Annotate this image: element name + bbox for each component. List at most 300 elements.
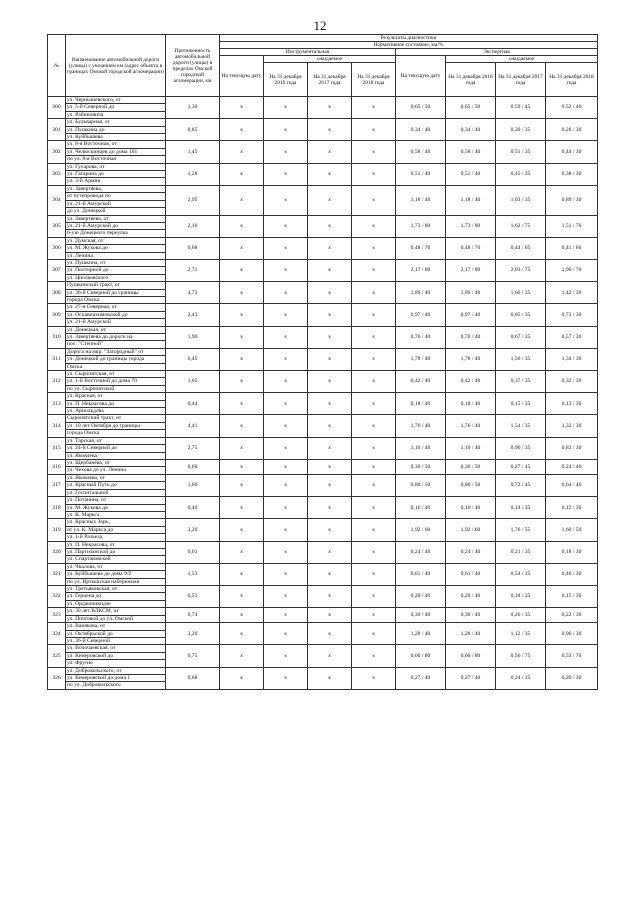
instrumental-value: x [352, 371, 396, 393]
instrumental-value: x [308, 163, 352, 185]
header-inst-current: На текущую дату [220, 56, 264, 97]
expert-value: 0,42 / 40 [446, 371, 496, 393]
expert-value: 0,34 / 40 [446, 119, 496, 141]
table-row [48, 415, 598, 437]
expert-value: 0,20 / 40 [396, 586, 446, 608]
road-name-line: до ул. Донецкой [67, 208, 106, 215]
road-name-line: ул. П. Некрасова до [66, 401, 165, 408]
row-number: 308 [48, 282, 66, 304]
road-name-line: по ул. Добровольского [67, 682, 121, 689]
road-name-line: ул. Чехова до ул. Ленина [67, 467, 126, 474]
expert-value: 1,89 / 40 [396, 282, 446, 304]
expert-value: 0,80 / 50 [396, 474, 446, 496]
instrumental-value: x [352, 163, 396, 185]
expert-value: 2,03 / 75 [496, 259, 546, 281]
header-length: Протяженность автомобильной дороги (улицы) в пределах Омской городской агломерации, км [166, 35, 220, 97]
instrumental-value: x [264, 519, 308, 541]
road-name-line: ул. Добровольского, от [66, 668, 165, 675]
road-name-line: ул. М. Жукова до [66, 245, 165, 252]
road-length: 3,20 [166, 623, 220, 645]
expert-value: 0,30 / 35 [496, 119, 546, 141]
table-row [48, 215, 598, 237]
table-row [48, 259, 598, 281]
road-name [66, 645, 166, 667]
page-number: 12 [313, 18, 327, 33]
road-length: 1,53 [166, 563, 220, 585]
header-inst-2016: На 31 декабря 2016 года [264, 63, 308, 97]
expert-value: 0,80 / 50 [446, 474, 496, 496]
road-name [66, 185, 166, 215]
instrumental-value: x [264, 563, 308, 585]
row-number: 304 [48, 185, 66, 215]
expert-value: 1,90 / 70 [546, 259, 598, 281]
expert-value: 0,65 / 50 [446, 97, 496, 119]
road-name-line: Сыропятский тракт, от [66, 415, 165, 422]
instrumental-value: x [220, 282, 264, 304]
expert-value: 0,20 / 30 [546, 667, 598, 689]
row-number: 300 [48, 97, 66, 119]
road-name-line: ул. Кемеровской до дома 1 [66, 675, 165, 682]
expert-value: 0,24 / 40 [446, 541, 496, 563]
road-length: 4,41 [166, 415, 220, 437]
instrumental-value: x [220, 623, 264, 645]
instrumental-value: x [308, 97, 352, 119]
road-name-line: ул. Пушкина до [66, 127, 165, 134]
road-name-line: ул. Чкалова, от [66, 564, 165, 571]
instrumental-value: x [220, 645, 264, 667]
table-row [48, 348, 598, 370]
expert-value: 0,96 / 30 [546, 623, 598, 645]
row-number: 302 [48, 141, 66, 163]
road-length: 2,71 [166, 259, 220, 281]
expert-value: 0,30 / 50 [396, 459, 446, 474]
expert-value: 0,34 / 40 [396, 119, 446, 141]
expert-value: 1,12 / 35 [496, 623, 546, 645]
instrumental-value: x [308, 304, 352, 326]
instrumental-value: x [352, 237, 396, 259]
table-row [48, 97, 598, 119]
expert-value: 0,96 / 35 [496, 437, 546, 459]
row-number: 303 [48, 163, 66, 185]
row-number: 322 [48, 586, 66, 608]
road-name [66, 371, 166, 393]
road-name-line: ул. Октябрьской до [66, 631, 165, 638]
road-length: 1,30 [166, 97, 220, 119]
expert-value: 0,61 / 40 [396, 563, 446, 585]
road-name-line: ул. Осоавиахимовской до [66, 312, 165, 319]
instrumental-value: x [308, 623, 352, 645]
road-name-line: ул. Гагарина до [66, 171, 165, 178]
road-name-line: ул. Спартаковской [67, 556, 111, 563]
road-name [66, 282, 166, 304]
road-name [66, 667, 166, 689]
expert-value: 1,73 / 80 [446, 215, 496, 237]
road-name-line: Пушкинский тракт, от [66, 282, 165, 289]
road-name-line: ул. Сыропятская, от [66, 371, 165, 378]
instrumental-value: x [352, 541, 396, 563]
instrumental-value: x [308, 259, 352, 281]
expert-value: 1,62 / 75 [496, 215, 546, 237]
expert-value: 0,83 / 30 [546, 437, 598, 459]
road-length: 0,85 [166, 119, 220, 141]
instrumental-value: x [220, 326, 264, 348]
instrumental-value: x [220, 393, 264, 415]
header-inst-2018: На 31 декабря 2018 года [352, 63, 396, 97]
road-name-line: ул. Партизанской до [66, 549, 165, 556]
expert-value: 1,56 / 35 [496, 348, 546, 370]
road-name-line: по ул. Сыропятской [67, 385, 115, 392]
instrumental-value: x [308, 415, 352, 437]
road-name-line: ул. 24-й Северной до [66, 445, 165, 452]
road-length: 0,51 [166, 586, 220, 608]
road-name-line: по ул. 8-я Восточная [67, 156, 116, 163]
instrumental-value: x [220, 97, 264, 119]
instrumental-value: x [264, 215, 308, 237]
instrumental-value: x [220, 348, 264, 370]
road-length: 2,75 [166, 437, 220, 459]
expert-value: 0,21 / 35 [496, 541, 546, 563]
expert-value: 0,76 / 40 [396, 326, 446, 348]
road-name-line: ул. П. Некрасова, от [66, 542, 165, 549]
instrumental-value: x [264, 348, 308, 370]
road-length: 0,61 [166, 541, 220, 563]
header-normative: Нормативное состояние, км/% [220, 42, 598, 49]
expert-value: 0,60 / 80 [396, 645, 446, 667]
road-length: 1,45 [166, 141, 220, 163]
expert-value: 0,13 / 30 [546, 393, 598, 415]
expert-value: 1,10 / 40 [396, 437, 446, 459]
expert-value: 1,89 / 40 [446, 282, 496, 304]
expert-value: 0,51 / 35 [496, 141, 546, 163]
road-name-line: ул. 27-я Северная, от [66, 304, 165, 311]
table-row [48, 163, 598, 185]
table-row [48, 371, 598, 393]
road-name-line: ул. Полторной до [66, 267, 165, 274]
instrumental-value: x [308, 497, 352, 519]
instrumental-value: x [264, 141, 308, 163]
road-name-line: ул. Яковлева, от [66, 475, 165, 482]
instrumental-value: x [352, 304, 396, 326]
instrumental-value: x [220, 519, 264, 541]
table-row [48, 608, 598, 623]
instrumental-value: x [308, 645, 352, 667]
expert-value: 0,60 / 80 [446, 645, 496, 667]
instrumental-value: x [264, 623, 308, 645]
road-length: 2,95 [166, 185, 220, 215]
road-name-line: ул. Тарская, от [66, 438, 165, 445]
road-name [66, 237, 166, 259]
expert-value: 0,38 / 30 [546, 163, 598, 185]
road-name [66, 415, 166, 437]
road-name-line: 6-ую Донецкого переулка [67, 230, 128, 237]
instrumental-value: x [308, 185, 352, 215]
table-row [48, 586, 598, 608]
expert-value: 1,92 / 60 [396, 519, 446, 541]
road-name-line: ул. Челюскинцев до дома 101 [66, 149, 165, 156]
expert-value: 0,14 / 35 [496, 497, 546, 519]
road-name [66, 437, 166, 459]
road-name-line: ул. Гусарова, от [66, 164, 165, 171]
road-name-line: ул. 36-й Северной [67, 638, 110, 645]
instrumental-value: x [308, 474, 352, 496]
expert-value: 1,28 / 40 [396, 623, 446, 645]
instrumental-value: x [264, 237, 308, 259]
instrumental-value: x [352, 326, 396, 348]
expert-value: 0,72 / 45 [496, 474, 546, 496]
expert-value: 2,17 / 80 [396, 259, 446, 281]
expert-value: 0,59 / 45 [496, 97, 546, 119]
road-name [66, 541, 166, 563]
header-results: Результаты диагностики [220, 35, 598, 42]
expert-value: 0,26 / 35 [496, 608, 546, 623]
expert-value: 0,56 / 75 [496, 645, 546, 667]
table-row [48, 393, 598, 415]
header-instrumental: Инструментальная [220, 49, 396, 56]
expert-value: 0,73 / 30 [546, 304, 598, 326]
road-name-line: ул. 21-й Амурской до [66, 223, 165, 230]
road-name-line: ул. Волочаевская, от [66, 645, 165, 652]
road-name-line: ул. М. Жукова до [66, 505, 165, 512]
road-name-line: ул. Почтовой до ул. Омской [67, 615, 134, 622]
road-name-line: ул. 21-й Амурской [67, 319, 111, 326]
road-name-line: ул. Щербанёва, от [66, 460, 165, 467]
road-name [66, 259, 166, 281]
instrumental-value: x [264, 185, 308, 215]
expert-value: 1,10 / 40 [446, 437, 496, 459]
table-row [48, 519, 598, 541]
row-number: 324 [48, 623, 66, 645]
expert-value: 0,53 / 70 [546, 645, 598, 667]
expert-value: 0,58 / 40 [446, 141, 496, 163]
instrumental-value: x [220, 371, 264, 393]
expert-value: 0,64 / 40 [546, 474, 598, 496]
expert-value: 0,89 / 30 [546, 185, 598, 215]
expert-value: 0,97 / 40 [396, 304, 446, 326]
instrumental-value: x [264, 437, 308, 459]
expert-value: 0,32 / 30 [546, 371, 598, 393]
expert-value: 1,76 / 55 [496, 519, 546, 541]
instrumental-value: x [220, 586, 264, 608]
header-exp-expected: ожидаемое [446, 56, 598, 63]
instrumental-value: x [220, 237, 264, 259]
road-name-line: ул. 36-й Северной до границы [66, 290, 165, 297]
instrumental-value: x [352, 282, 396, 304]
instrumental-value: x [264, 282, 308, 304]
expert-value: 0,44 / 30 [546, 141, 598, 163]
road-name-line: города Омска [67, 296, 100, 303]
header-exp-2018: На 31 декабря 2018 года [546, 63, 598, 97]
instrumental-value: x [308, 237, 352, 259]
header-expert: Экспертная [396, 49, 598, 56]
table-row [48, 237, 598, 259]
expert-value: 0,61 / 40 [446, 563, 496, 585]
instrumental-value: x [264, 667, 308, 689]
road-name [66, 163, 166, 185]
instrumental-value: x [220, 215, 264, 237]
road-name-line: ул. Ленина [67, 252, 93, 259]
road-name-line: ул. Пушкина, от [66, 260, 165, 267]
instrumental-value: x [308, 348, 352, 370]
header-inst-2017: На 31 декабря 2017 года [308, 63, 352, 97]
expert-value: 0,26 / 30 [546, 119, 598, 141]
instrumental-value: x [352, 259, 396, 281]
expert-value: 0,52 / 40 [546, 97, 598, 119]
expert-value: 0,24 / 40 [396, 541, 446, 563]
expert-value: 1,54 / 35 [496, 415, 546, 437]
instrumental-value: x [352, 348, 396, 370]
road-name-line: ул. 3-й Армии [67, 178, 101, 185]
instrumental-value: x [352, 97, 396, 119]
instrumental-value: x [264, 645, 308, 667]
road-name-line: города Омска [67, 430, 100, 437]
table-row [48, 437, 598, 459]
expert-value: 0,67 / 35 [496, 326, 546, 348]
road-length: 1,05 [166, 371, 220, 393]
road-name-line: ул. Арнольдова [67, 408, 104, 415]
instrumental-value: x [308, 215, 352, 237]
road-length: 4,73 [166, 282, 220, 304]
expert-value: 0,18 / 40 [446, 393, 496, 415]
table-row [48, 459, 598, 474]
instrumental-value: x [352, 415, 396, 437]
instrumental-value: x [352, 141, 396, 163]
row-number: 323 [48, 608, 66, 623]
road-name-line: ул. Рабиновича [67, 111, 104, 118]
expert-value: 1,18 / 40 [396, 185, 446, 215]
row-number: 307 [48, 259, 66, 281]
table-row [48, 667, 598, 689]
road-length: 0,44 [166, 393, 220, 415]
road-name-line: ул. Ванякова, от [66, 623, 165, 630]
road-name [66, 326, 166, 348]
instrumental-value: x [220, 667, 264, 689]
expert-value: 0,46 / 30 [546, 563, 598, 585]
row-number: 314 [48, 415, 66, 437]
instrumental-value: x [352, 519, 396, 541]
row-number: 317 [48, 474, 66, 496]
expert-value: 0,15 / 35 [496, 393, 546, 415]
expert-value: 1,32 / 30 [546, 415, 598, 437]
instrumental-value: x [220, 563, 264, 585]
row-number: 325 [48, 645, 66, 667]
instrumental-value: x [264, 541, 308, 563]
expert-value: 0,51 / 40 [446, 163, 496, 185]
road-name [66, 586, 166, 608]
row-number: 306 [48, 237, 66, 259]
expert-value: 0,97 / 40 [446, 304, 496, 326]
road-name-line: ул. Завертяева, [66, 186, 165, 193]
expert-value: 0,18 / 30 [546, 541, 598, 563]
table-header [48, 35, 598, 97]
road-length: 0,60 [166, 459, 220, 474]
road-name-line: ул. К. Маркса [67, 511, 100, 518]
instrumental-value: x [352, 474, 396, 496]
instrumental-value: x [220, 608, 264, 623]
instrumental-value: x [308, 437, 352, 459]
road-name-line: по ул. Иртышская набережная [67, 578, 140, 585]
road-name-line: ул. Красный Путь до [66, 482, 165, 489]
road-length: 0,74 [166, 608, 220, 623]
road-length: 1,60 [166, 474, 220, 496]
table-row [48, 623, 598, 645]
instrumental-value: x [220, 259, 264, 281]
instrumental-value: x [264, 393, 308, 415]
table-row [48, 119, 598, 141]
header-exp-2017: На 31 декабря 2017 года [496, 63, 546, 97]
instrumental-value: x [264, 304, 308, 326]
table-row [48, 141, 598, 163]
expert-value: 2,17 / 80 [446, 259, 496, 281]
instrumental-value: x [352, 185, 396, 215]
road-length: 6,45 [166, 348, 220, 370]
instrumental-value: x [308, 141, 352, 163]
road-name-line: ул. Бульварная, от [66, 119, 165, 126]
table-row [48, 474, 598, 496]
header-no: № [48, 35, 66, 97]
road-name-line: ул. Герцена до [66, 593, 165, 600]
instrumental-value: x [308, 608, 352, 623]
header-inst-expected: ожидаемое [264, 56, 396, 63]
road-name [66, 563, 166, 585]
row-number: 316 [48, 459, 66, 474]
road-length: 2,43 [166, 304, 220, 326]
road-name-line: ул. Красная, от [66, 393, 165, 400]
road-length: 0,75 [166, 645, 220, 667]
road-name-line: ул. Циолковского [67, 274, 109, 281]
instrumental-value: x [308, 326, 352, 348]
road-name-line: пос. "Степной" [67, 341, 104, 348]
instrumental-value: x [352, 645, 396, 667]
row-number: 315 [48, 437, 66, 459]
road-name-line: ул. 8-я Восточная, от [66, 141, 165, 148]
road-name [66, 497, 166, 519]
instrumental-value: x [220, 541, 264, 563]
expert-value: 1,92 / 60 [446, 519, 496, 541]
instrumental-value: x [264, 497, 308, 519]
road-name [66, 623, 166, 645]
instrumental-value: x [264, 586, 308, 608]
table-row [48, 282, 598, 304]
instrumental-value: x [308, 563, 352, 585]
road-length: 1,90 [166, 326, 220, 348]
road-name [66, 459, 166, 474]
expert-value: 0,76 / 40 [446, 326, 496, 348]
road-length: 0,40 [166, 497, 220, 519]
row-number: 311 [48, 348, 66, 370]
road-length: 0,68 [166, 237, 220, 259]
expert-value: 1,73 / 80 [396, 215, 446, 237]
road-name [66, 304, 166, 326]
road-name [66, 393, 166, 415]
row-number: 312 [48, 371, 66, 393]
instrumental-value: x [264, 415, 308, 437]
instrumental-value: x [220, 459, 264, 474]
expert-value: 0,58 / 40 [396, 141, 446, 163]
instrumental-value: x [264, 97, 308, 119]
instrumental-value: x [352, 215, 396, 237]
expert-value: 0,51 / 40 [396, 163, 446, 185]
expert-value: 1,28 / 40 [446, 623, 496, 645]
instrumental-value: x [220, 141, 264, 163]
instrumental-value: x [264, 119, 308, 141]
expert-value: 0,27 / 45 [496, 459, 546, 474]
expert-value: 0,24 / 40 [546, 459, 598, 474]
road-name-line: ул. Фрунзе [67, 660, 93, 667]
expert-value: 0,18 / 35 [496, 586, 546, 608]
instrumental-value: x [264, 371, 308, 393]
expert-value: 1,78 / 40 [396, 348, 446, 370]
instrumental-value: x [352, 586, 396, 608]
